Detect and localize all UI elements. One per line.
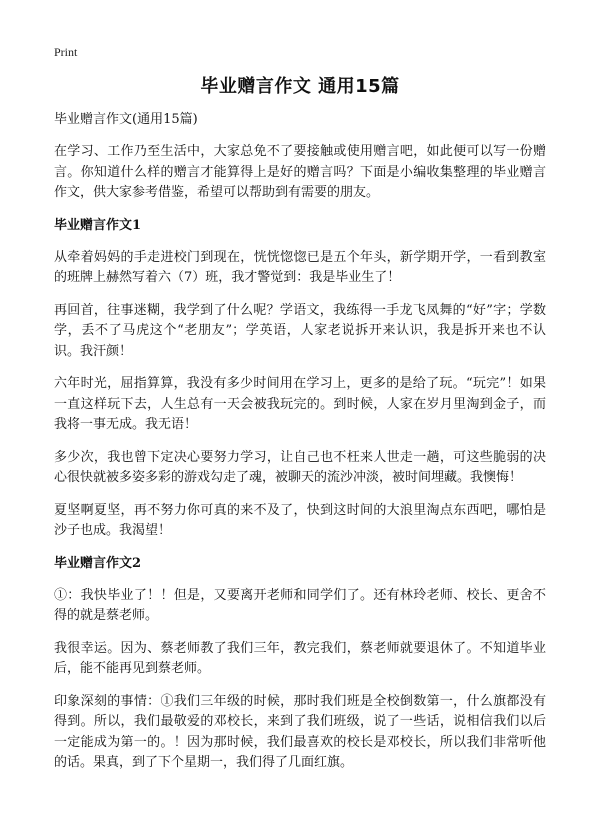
section-1-paragraph: 再回首，往事迷糊，我学到了什么呢？学语文，我练得一手龙飞凤舞的“好”字；学数学，丢不了马虎这个“老朋友”；学英语，人家老说拆开来认识，我是拆开来也不认识。我汗颜！ [54,302,546,359]
section-2-paragraph: ①：我快毕业了！！但是，又要离开老师和同学们了。还有林玲老师、校长、更舍不得的就是蔡老师。 [54,587,546,623]
section-1-paragraph: 六年时光，屈指算算，我没有多少时间用在学习上，更多的是给了玩。“玩完”！如果一直这样玩下去，人生总有一天会被我玩完的。到时候，人家在岁月里淘到金子，而我将一事无成。我无语！ [54,376,546,432]
section-heading-1: 毕业赠言作文1 [54,217,142,233]
document-title: 毕业赠言作文 通用15篇 [200,76,400,97]
section-1-paragraph: 从牵着妈妈的手走进校门到现在，恍恍惚惚已是五个年头，新学期开学，一看到教室的班牌上赫然写着六（7）班，我才警觉到：我是毕业生了！ [54,249,546,285]
section-2-paragraph: 我很幸运。因为、蔡老师教了我们三年，教完我们，蔡老师就要退休了。不知道毕业后，能不能再见到蔡老师。 [54,640,546,676]
document-subtitle: 毕业赠言作文(通用15篇) [54,112,198,127]
section-1-paragraph: 多少次，我也曾下定决心要努力学习，让自己也不枉来人世走一趟，可这些脆弱的决心很快就被多姿多彩的游戏勾走了魂，被聊天的流沙冲淡，被时间埋藏。我懊悔！ [54,449,546,485]
print-label[interactable]: Print [54,45,78,59]
section-1-paragraph: 夏坚啊夏坚，再不努力你可真的来不及了，快到这时间的大浪里淘点东西吧，哪怕是沙子也成。我渴望！ [54,502,546,538]
intro-paragraph: 在学习、工作乃至生活中，大家总免不了要接触或使用赠言吧，如此便可以写一份赠言。你知道什么样的赠言才能算得上是好的赠言吗？下面是小编收集整理的毕业赠言作文，供大家参考借鉴，希望可以帮助到有需要的朋友。 [54,144,546,200]
section-2-paragraph: 印象深刻的事情：①我们三年级的时候，那时我们班是全校倒数第一，什么旗都没有得到。所以，我们最敬爱的邓校长，来到了我们班级，说了一些话，说相信我们以后一定能成为第一的。！因为那时候，我们最喜欢的校长是邓校长，所以我们非常听他的话。果真，到了下个星期一，我们得了几面红旗。 [54,693,546,770]
section-heading-2: 毕业赠言作文2 [54,555,142,571]
